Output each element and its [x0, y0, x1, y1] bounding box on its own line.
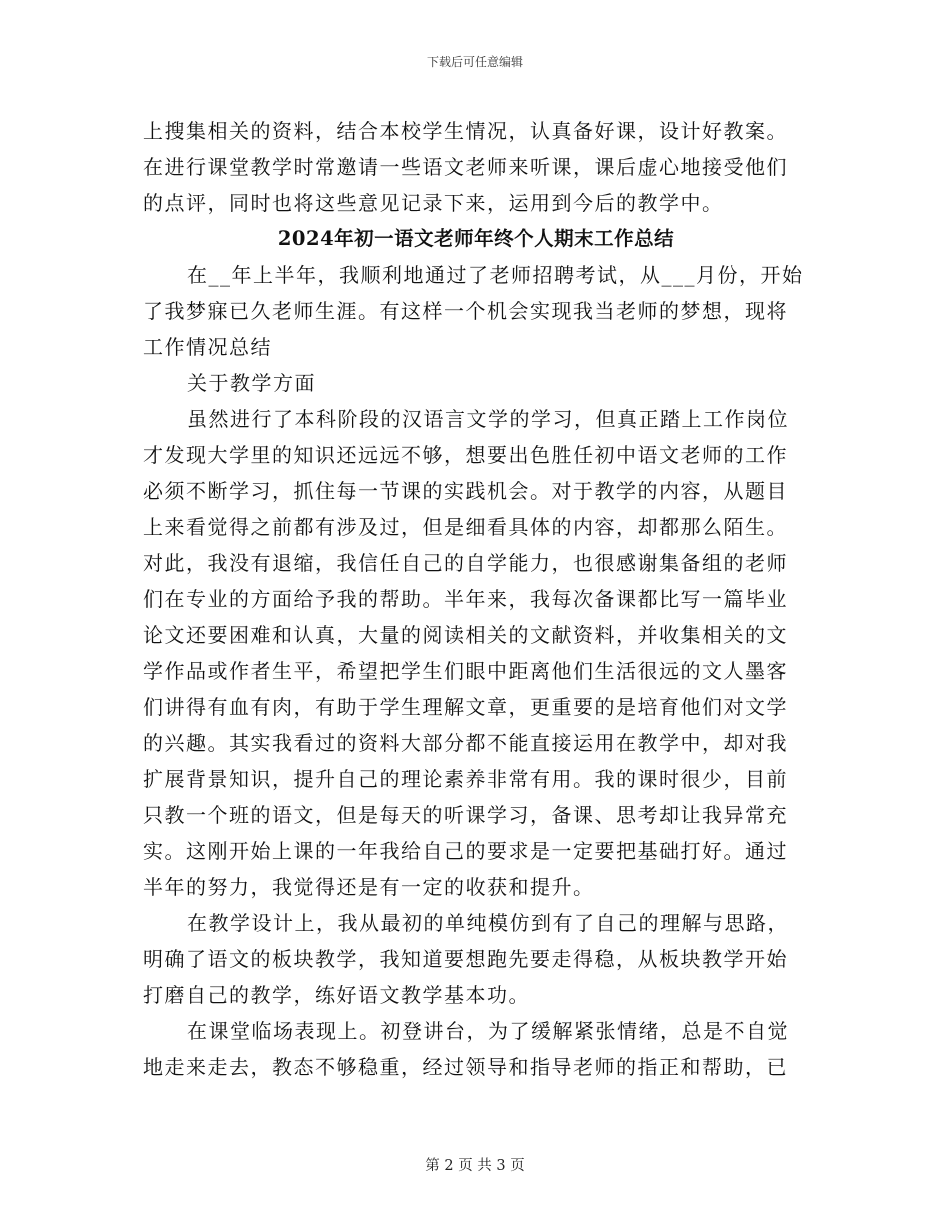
- text-line: 打磨自己的教学，练好语文教学基本功。: [143, 983, 530, 1007]
- page-header: 下载后可任意编辑: [426, 55, 523, 69]
- text-line: 对此，我没有退缩，我信任自己的自学能力，也很感谢集备组的老师: [143, 551, 788, 575]
- text-line: 在__年上半年，我顺利地通过了老师招聘考试，从___月份，开始: [187, 263, 804, 287]
- document-body: [143, 113, 809, 1085]
- text-line: 们在专业的方面给予我的帮助。半年来，我每次备课都比写一篇毕业: [143, 587, 788, 611]
- text-line: 的点评，同时也将这些意见记录下来，运用到今后的教学中。: [143, 191, 724, 215]
- text-line: 在进行课堂教学时常邀请一些语文老师来听课，课后虚心地接受他们: [143, 155, 788, 179]
- text-line: 实。这刚开始上课的一年我给自己的要求是一定要把基础打好。通过: [143, 839, 788, 863]
- text-line: 上搜集相关的资料，结合本校学生情况，认真备好课，设计好教案。: [143, 119, 788, 143]
- text-line: 扩展背景知识，提升自己的理论素养非常有用。我的课时很少，目前: [143, 767, 788, 791]
- section-title: 2024年初一语文老师年终个人期末工作总结: [277, 227, 675, 250]
- text-line: 地走来走去，教态不够稳重，经过领导和指导老师的指正和帮助，已: [143, 1055, 788, 1079]
- text-line: 在教学设计上，我从最初的单纯模仿到有了自己的理解与思路，: [187, 911, 789, 935]
- text-line: 工作情况总结: [143, 335, 272, 359]
- page-footer: 第 2 页 共 3 页: [425, 1158, 525, 1174]
- text-line: 虽然进行了本科阶段的汉语言文学的学习，但真正踏上工作岗位: [187, 407, 789, 431]
- text-line: 的兴趣。其实我看过的资料大部分都不能直接运用在教学中，却对我: [143, 731, 788, 755]
- text-line: 们讲得有血有肉，有助于学生理解文章，更重要的是培育他们对文学: [143, 695, 788, 719]
- text-line: 半年的努力，我觉得还是有一定的收获和提升。: [143, 875, 595, 899]
- text-line: 了我梦寐已久老师生涯。有这样一个机会实现我当老师的梦想，现将: [143, 299, 788, 323]
- text-line: 只教一个班的语文，但是每天的听课学习，备课、思考却让我异常充: [143, 803, 788, 827]
- text-line: 才发现大学里的知识还远远不够，想要出色胜任初中语文老师的工作: [143, 443, 788, 467]
- text-line: 学作品或作者生平，希望把学生们眼中距离他们生活很远的文人墨客: [143, 659, 788, 683]
- text-line: 论文还要困难和认真，大量的阅读相关的文献资料，并收集相关的文: [143, 623, 788, 647]
- text-line: 必须不断学习，抓住每一节课的实践机会。对于教学的内容，从题目: [143, 479, 788, 503]
- text-line: 上来看觉得之前都有涉及过，但是细看具体的内容，却都那么陌生。: [143, 515, 788, 539]
- text-line: 关于教学方面: [187, 371, 316, 395]
- text-line: 在课堂临场表现上。初登讲台，为了缓解紧张情绪，总是不自觉: [187, 1019, 789, 1043]
- text-line: 明确了语文的板块教学，我知道要想跑先要走得稳，从板块教学开始: [143, 947, 788, 971]
